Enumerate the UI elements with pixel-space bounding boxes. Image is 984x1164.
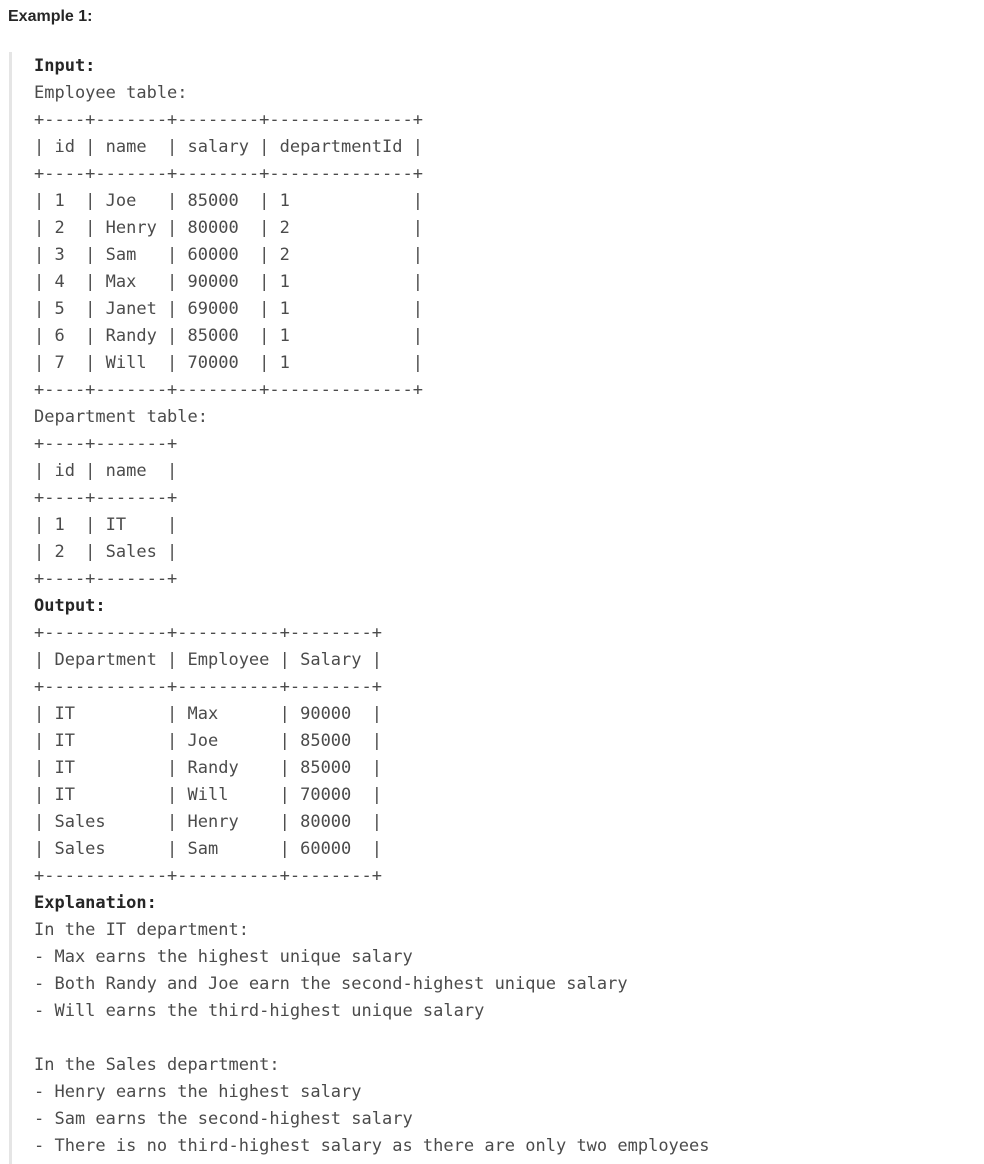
example-line: - There is no third-highest salary as there are only two employees <box>34 1136 710 1156</box>
example-line: | 7 | Will | 70000 | 1 | <box>34 353 423 373</box>
section-label: Explanation: <box>34 893 157 913</box>
example-line: | 1 | IT | <box>34 515 178 535</box>
example-line: | IT | Max | 90000 | <box>34 704 382 724</box>
example-line: +----+-------+--------+--------------+ <box>34 380 423 400</box>
example-line: | Sales | Henry | 80000 | <box>34 812 382 832</box>
example-line: +------------+----------+--------+ <box>34 623 382 643</box>
example-line: - Henry earns the highest salary <box>34 1082 362 1102</box>
example-line: | IT | Will | 70000 | <box>34 785 382 805</box>
example-line: In the IT department: <box>34 920 249 940</box>
example-line: +----+-------+ <box>34 488 178 508</box>
example-line: Employee table: <box>34 83 188 103</box>
example-line: - Max earns the highest unique salary <box>34 947 413 967</box>
example-line: | 3 | Sam | 60000 | 2 | <box>34 245 423 265</box>
example-line: | 6 | Randy | 85000 | 1 | <box>34 326 423 346</box>
example-line <box>34 1025 710 1052</box>
example-line: +----+-------+--------+--------------+ <box>34 110 423 130</box>
example-line: +------------+----------+--------+ <box>34 866 382 886</box>
example-line: In the Sales department: <box>34 1055 280 1075</box>
example-line: | 5 | Janet | 69000 | 1 | <box>34 299 423 319</box>
example-line: - Will earns the third-highest unique salary <box>34 1001 485 1021</box>
example-line: +----+-------+ <box>34 569 178 589</box>
example-line: - Both Randy and Joe earn the second-highest unique salary <box>34 974 628 994</box>
example-text <box>34 53 710 1160</box>
example-line: | 2 | Henry | 80000 | 2 | <box>34 218 423 238</box>
example-line: - Sam earns the second-highest salary <box>34 1109 413 1129</box>
example-line: | id | name | <box>34 461 178 481</box>
example-line: Department table: <box>34 407 208 427</box>
example-line: +----+-------+ <box>34 434 178 454</box>
section-label: Output: <box>34 596 106 616</box>
example-line: +------------+----------+--------+ <box>34 677 382 697</box>
example-line: | Sales | Sam | 60000 | <box>34 839 382 859</box>
example-line: | IT | Randy | 85000 | <box>34 758 382 778</box>
example-heading: Example 1: <box>8 8 93 25</box>
example-block <box>9 52 969 1164</box>
example-line: | 1 | Joe | 85000 | 1 | <box>34 191 423 211</box>
example-line: | Department | Employee | Salary | <box>34 650 382 670</box>
example-line: | 2 | Sales | <box>34 542 178 562</box>
example-line: | id | name | salary | departmentId | <box>34 137 423 157</box>
example-line: | IT | Joe | 85000 | <box>34 731 382 751</box>
example-line: +----+-------+--------+--------------+ <box>34 164 423 184</box>
section-label: Input: <box>34 56 96 76</box>
example-line: | 4 | Max | 90000 | 1 | <box>34 272 423 292</box>
